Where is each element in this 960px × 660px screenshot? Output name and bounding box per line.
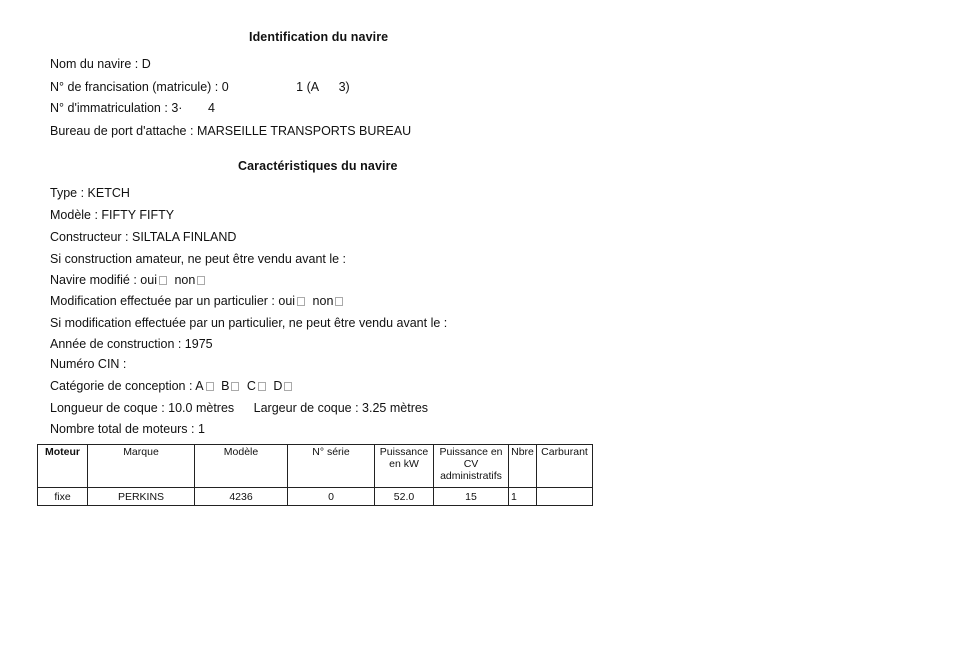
francisation-part1: 0 (221, 80, 229, 94)
navire-modifie-non: non (174, 273, 196, 287)
navire-modifie-line (50, 273, 209, 287)
cell-nbre: 1 (509, 488, 537, 506)
nom-navire-line (50, 57, 151, 71)
cell-modele: 4236 (195, 488, 288, 506)
cell-moteur: fixe (38, 488, 88, 506)
checkbox-non (197, 276, 205, 285)
checkbox-a (206, 382, 214, 391)
checkbox-oui (297, 297, 305, 306)
identification-heading: Identification du navire (249, 30, 389, 44)
constructeur-line: Constructeur : SILTALA FINLAND (50, 230, 237, 244)
type-line: Type : KETCH (50, 186, 130, 200)
table-header-row (38, 445, 593, 488)
checkbox-d (284, 382, 292, 391)
immatriculation-part1: 3· (171, 101, 183, 115)
categorie-c: C (246, 379, 256, 393)
caracteristiques-heading: Caractéristiques du navire (238, 159, 398, 173)
cell-carburant (537, 488, 593, 506)
nom-navire-label: Nom du navire : (50, 57, 139, 71)
bureau-line (50, 124, 411, 138)
modif-particulier-label: Modification effectuée par un particulier : oui (50, 294, 296, 308)
checkbox-c (258, 382, 266, 391)
dimensions-line (50, 401, 428, 415)
checkbox-non (335, 297, 343, 306)
table-row (38, 488, 593, 506)
cell-marque: PERKINS (88, 488, 195, 506)
francisation-label: N° de francisation (matricule) : (50, 80, 219, 94)
modif-vente-line: Si modification effectuée par un particulier, ne peut être vendu avant le : (50, 316, 448, 330)
cin-line: Numéro CIN : (50, 357, 127, 371)
moteurs-line: Nombre total de moteurs : 1 (50, 422, 205, 436)
longueur-text: Longueur de coque : 10.0 mètres (50, 401, 235, 415)
header-puissance-kw: Puissance en kW (375, 445, 434, 488)
francisation-line (50, 80, 350, 94)
navire-modifie-label: Navire modifié : oui (50, 273, 157, 287)
header-nbre: Nbre (509, 445, 537, 488)
categorie-b: B (221, 379, 230, 393)
francisation-part2: 1 (A (296, 80, 320, 94)
modif-particulier-non: non (312, 294, 334, 308)
header-puissance-cv: Puissance en CV administratifs (434, 445, 509, 488)
header-marque: Marque (88, 445, 195, 488)
header-carburant: Carburant (537, 445, 593, 488)
engine-table (37, 444, 593, 506)
checkbox-oui (159, 276, 167, 285)
categorie-d: D (273, 379, 283, 393)
cell-puissance-kw: 52.0 (375, 488, 434, 506)
nom-navire-value: D (141, 57, 151, 71)
categorie-line (50, 379, 296, 393)
bureau-value: MARSEILLE TRANSPORTS BUREAU (196, 124, 412, 138)
header-serie: N° série (288, 445, 375, 488)
cell-serie: 0 (288, 488, 375, 506)
francisation-part3: 3) (338, 80, 350, 94)
modif-particulier-line (50, 294, 347, 308)
header-modele: Modèle (195, 445, 288, 488)
largeur-text: Largeur de coque : 3.25 mètres (253, 401, 429, 415)
bureau-label: Bureau de port d'attache : (50, 124, 194, 138)
categorie-label: Catégorie de conception : A (50, 379, 204, 393)
header-moteur: Moteur (38, 445, 88, 488)
amateur-line: Si construction amateur, ne peut être vendu avant le : (50, 252, 347, 266)
checkbox-b (231, 382, 239, 391)
modele-line: Modèle : FIFTY FIFTY (50, 208, 175, 222)
cell-puissance-cv: 15 (434, 488, 509, 506)
immatriculation-line (50, 101, 215, 115)
immatriculation-part2: 4 (207, 101, 215, 115)
immatriculation-label: N° d'immatriculation : (50, 101, 168, 115)
annee-line: Année de construction : 1975 (50, 337, 213, 351)
